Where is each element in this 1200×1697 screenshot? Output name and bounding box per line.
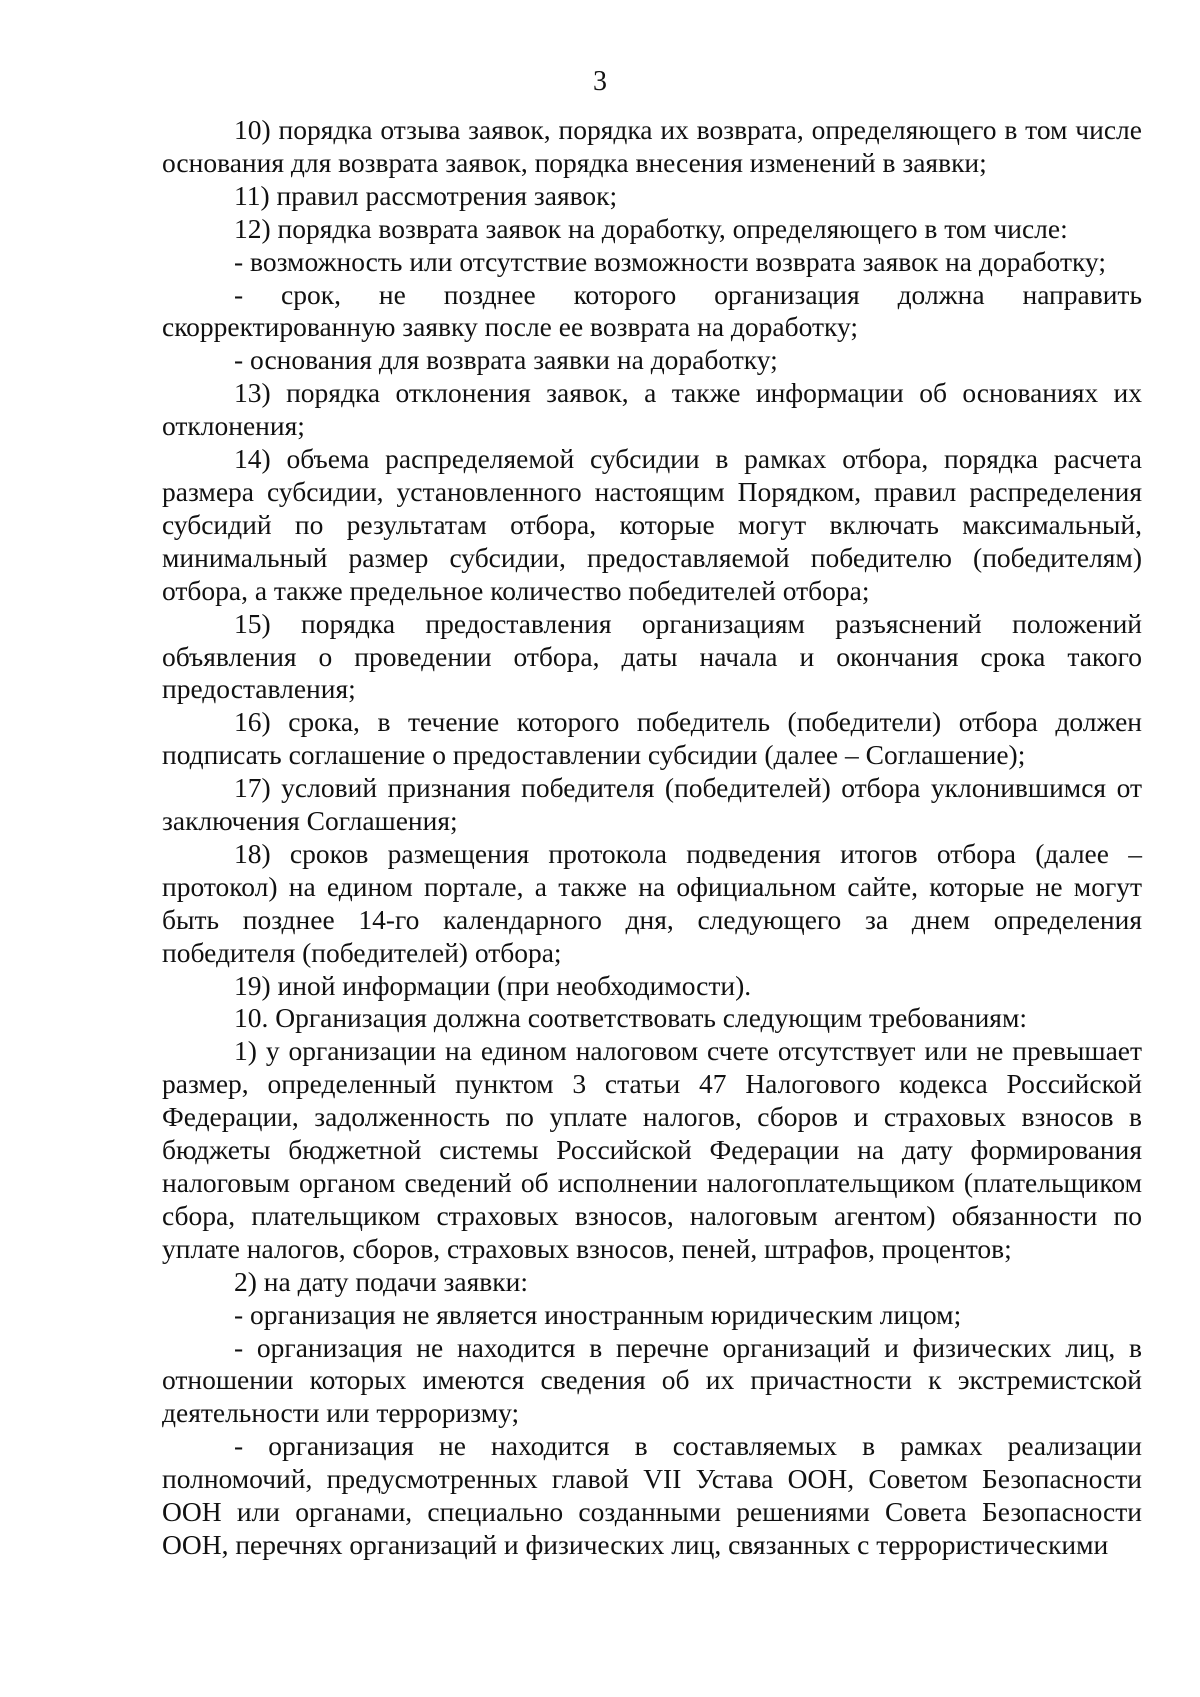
- paragraph-item-13: 13) порядка отклонения заявок, а также информации об основаниях их отклонения;: [162, 377, 1142, 442]
- page-number: 3: [593, 66, 607, 97]
- paragraph-subitem-grounds: - основания для возврата заявки на доработку;: [234, 344, 778, 376]
- requirement-1: 1) у организации на едином налоговом счете отсутствует или не превышает размер, определенный пунктом 3 статьи 47 Налогового кодекса Российской Федерации, задолженность по уплате налогов, сборов и страховых взносов в бюджеты бюджетной системы Российской Федерации на дату формирования налоговым органом сведений об исполнении налогоплательщиком (плательщиком сбора, плательщиком страховых взносов, налоговым агентом) обязанности по уплате налогов, сборов, страховых взносов, пеней, штрафов, процентов;: [162, 1035, 1142, 1264]
- paragraph-subitem-possibility: - возможность или отсутствие возможности возврата заявок на доработку;: [234, 245, 1106, 277]
- document-body: [162, 114, 1142, 1562]
- paragraph-item-19: 19) иной информации (при необходимости).: [234, 969, 752, 1001]
- paragraph-item-14: 14) объема распределяемой субсидии в рамках отбора, порядка расчета размера субсидии, установленного настоящим Порядком, правил распределения субсидий по результатам отбора, которые могут включать максимальный, минимальный размер субсидии, предоставляемой победителю (победителям) отбора, а также предельное количество победителей отбора;: [162, 443, 1142, 606]
- paragraph-item-11: 11) правил рассмотрения заявок;: [234, 179, 618, 211]
- paragraph-item-17: 17) условий признания победителя (победителей) отбора уклонившимся от заключения Соглашения;: [162, 772, 1142, 837]
- section-10-heading: 10. Организация должна соответствовать следующим требованиям:: [234, 1002, 1028, 1034]
- paragraph-item-10: 10) порядка отзыва заявок, порядка их возврата, определяющего в том числе основания для возврата заявок, порядка внесения изменений в заявки;: [162, 114, 1142, 178]
- requirement-2-foreign-entity: - организация не является иностранным юридическим лицом;: [234, 1298, 962, 1330]
- requirement-2-extremism-list: - организация не находится в перечне организаций и физических лиц, в отношении которых имеются сведения об их причастности к экстремистской деятельности или терроризму;: [162, 1331, 1142, 1429]
- requirement-2-un-lists: - организация не находится в составляемых в рамках реализации полномочий, предусмотренных главой VII Устава ООН, Советом Безопасности ООН или органами, специально созданными решениями Совета Безопасности ООН, перечнях организаций и физических лиц, связанных с террористическими: [162, 1430, 1142, 1560]
- requirement-2: 2) на дату подачи заявки:: [234, 1265, 528, 1297]
- paragraph-item-15: 15) порядка предоставления организациям разъяснений положений объявления о проведении отбора, даты начала и окончания срока такого предоставления;: [162, 607, 1142, 705]
- paragraph-item-12: 12) порядка возврата заявок на доработку, определяющего в том числе:: [234, 212, 1068, 244]
- paragraph-subitem-deadline: - срок, не позднее которого организация должна направить скорректированную заявку после ее возврата на доработку;: [162, 278, 1142, 343]
- paragraph-item-18: 18) сроков размещения протокола подведения итогов отбора (далее – протокол) на едином портале, а также на официальном сайте, которые не могут быть позднее 14-го календарного дня, следующего за днем определения победителя (победителей) отбора;: [162, 837, 1142, 968]
- paragraph-item-16: 16) срока, в течение которого победитель (победители) отбора должен подписать соглашение о предоставлении субсидии (далее – Соглашение);: [162, 706, 1142, 771]
